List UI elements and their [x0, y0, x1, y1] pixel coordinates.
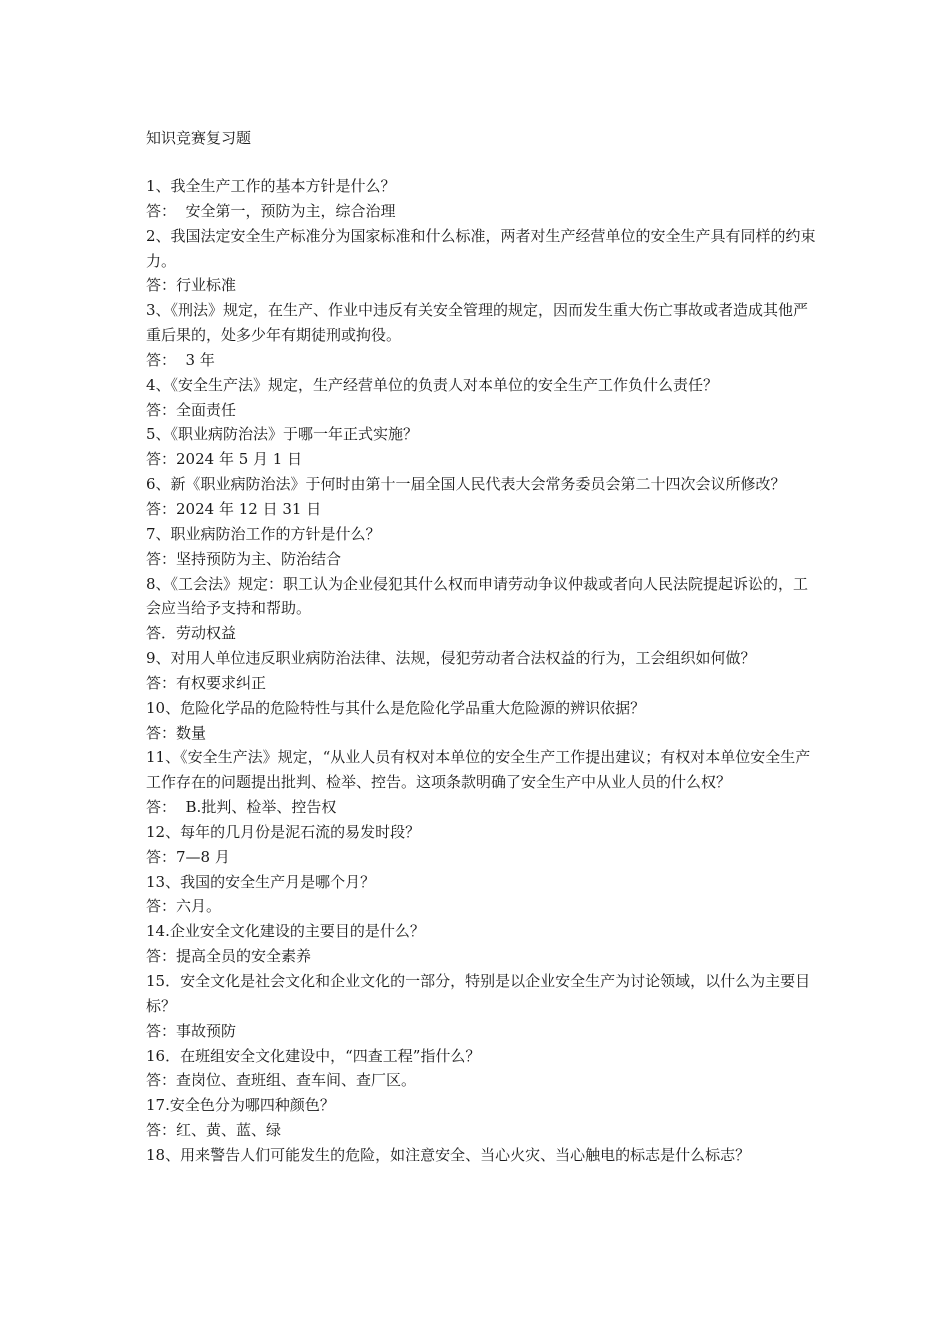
question-text: 8、《工会法》规定：职工认为企业侵犯其什么权而申请劳动争议仲裁或者向人民法院提起诉讼的，工会应当给予支持和帮助。 — [146, 574, 809, 618]
answer-text: 答：坚持预防为主、防治结合 — [146, 549, 342, 568]
question-text: 12、每年的几月份是泥石流的易发时段？ — [146, 822, 421, 841]
question-text: 13、我国的安全生产月是哪个月？ — [146, 872, 376, 891]
question-text: 17.安全色分为哪四种颜色？ — [146, 1096, 335, 1115]
document-title: 知识竞赛复习题 — [146, 129, 252, 147]
answer-text: 答：全面责任 — [146, 400, 237, 419]
question-text: 6、新《职业病防治法》于何时由第十一届全国人民代表大会常务委员会第二十四次会议所修改？ — [146, 475, 786, 494]
question-text: 9、对用人单位违反职业病防治法律、法规，侵犯劳动者合法权益的行为，工会组织如何做？ — [146, 649, 756, 668]
question-text: 11、《安全生产法》规定，“从业人员有权对本单位的安全生产工作提出建议；有权对本单位安全生产工作存在的问题提出批判、检举、控告。这项条款明确了安全生产中从业人员的什么权？ — [146, 748, 811, 792]
answer-text: 答： 3 年 — [146, 350, 215, 369]
answer-text: 答：行业标准 — [146, 276, 237, 295]
question-text: 5、《职业病防治法》于哪一年正式实施？ — [146, 425, 419, 444]
question-text: 16．在班组安全文化建设中，“四查工程”指什么？ — [146, 1046, 481, 1065]
answer-text: 答：2024 年 12 日 31 日 — [146, 499, 322, 518]
answer-text: 答：提高全员的安全素养 — [146, 947, 312, 966]
question-text: 4、《安全生产法》规定，生产经营单位的负责人对本单位的安全生产工作负什么责任？ — [146, 375, 719, 394]
question-text: 14.企业安全文化建设的主要目的是什么？ — [146, 922, 425, 941]
answer-text: 答： B.批判、检举、控告权 — [146, 798, 337, 817]
answer-text: 答：7—8 月 — [146, 847, 230, 866]
qa-list — [146, 174, 816, 1168]
answer-text: 答：事故预防 — [146, 1021, 237, 1040]
answer-text: 答： 安全第一，预防为主，综合治理 — [146, 201, 396, 220]
answer-text: 答：六月。 — [146, 897, 222, 916]
answer-text: 答：红、黄、蓝、绿 — [146, 1121, 282, 1140]
answer-text: 答．劳动权益 — [146, 624, 237, 643]
question-text: 15．安全文化是社会文化和企业文化的一部分，特别是以企业安全生产为讨论领域，以什么为主要目标？ — [146, 972, 811, 1015]
question-text: 10、危险化学品的危险特性与其什么是危险化学品重大危险源的辨识依据？ — [146, 698, 646, 717]
answer-text: 答：查岗位、查班组、查车间、查厂区。 — [146, 1071, 417, 1090]
question-text: 3、《刑法》规定，在生产、作业中违反有关安全管理的规定，因而发生重大伤亡事故或者造成其他严重后果的，处多少年有期徒刑或拘役。 — [146, 301, 809, 345]
question-text: 18、用来警告人们可能发生的危险，如注意安全、当心火灾、当心触电的标志是什么标志？ — [146, 1145, 751, 1164]
answer-text: 答：2024 年 5 月 1 日 — [146, 450, 303, 469]
answer-text: 答：有权要求纠正 — [146, 673, 267, 692]
question-text: 1、我全生产工作的基本方针是什么？ — [146, 177, 396, 195]
question-text: 2、我国法定安全生产标准分为国家标准和什么标准，两者对生产经营单位的安全生产具有同样的约束力。 — [146, 226, 816, 270]
answer-text: 答：数量 — [146, 723, 207, 742]
question-text: 7、职业病防治工作的方针是什么？ — [146, 524, 381, 543]
